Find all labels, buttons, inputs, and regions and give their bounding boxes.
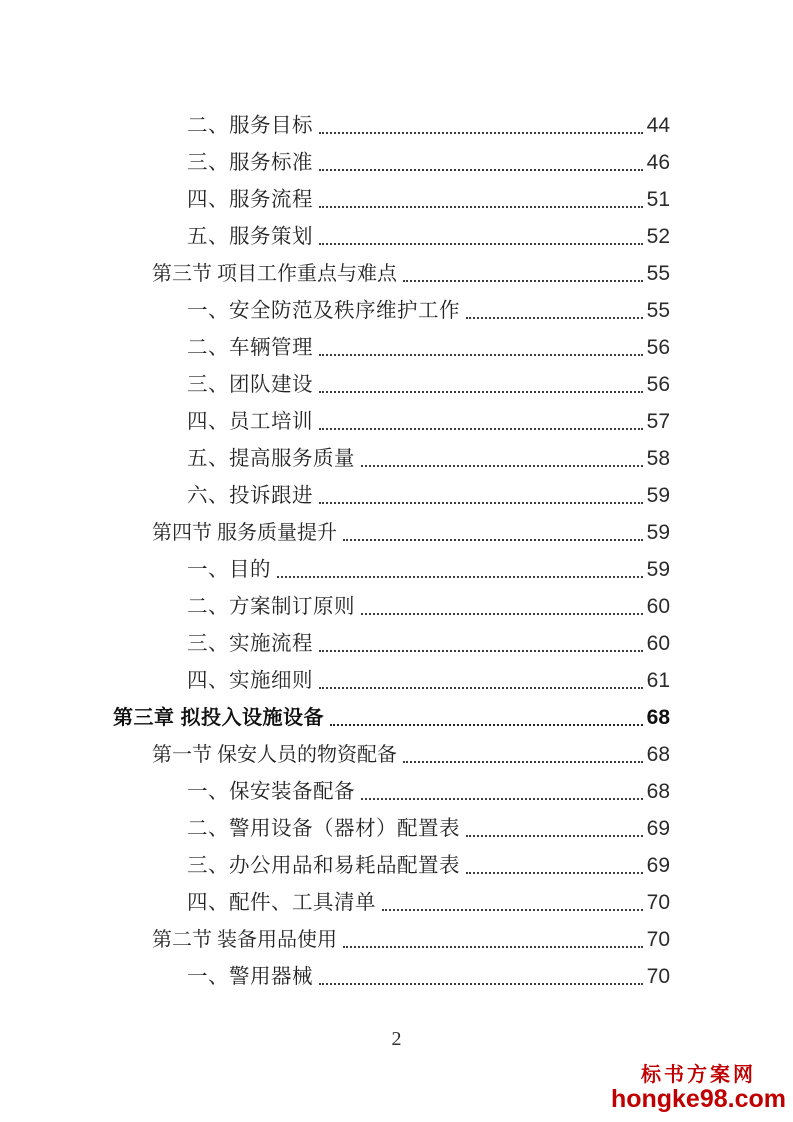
toc-entry-page-number: 69: [646, 817, 670, 840]
toc-entry-label: 第一节 保安人员的物资配备: [152, 744, 397, 766]
toc-entry-page-number: 56: [646, 336, 670, 359]
toc-entry[interactable]: [0, 327, 670, 364]
toc-entry-page-number: 70: [646, 965, 670, 988]
toc-entry-label: 三、服务标准: [187, 152, 313, 174]
toc-entry-page-number: 68: [646, 706, 670, 729]
toc-entry[interactable]: [0, 623, 670, 660]
toc-entry-label: 第四节 服务质量提升: [152, 522, 337, 544]
toc-entry-page-number: 59: [646, 484, 670, 507]
toc-entry[interactable]: [0, 475, 670, 512]
dot-leader: [319, 983, 643, 985]
toc-entry[interactable]: [0, 956, 670, 993]
toc-entry-page-number: 68: [646, 743, 670, 766]
toc-entry-page-number: 52: [646, 225, 670, 248]
dot-leader: [319, 354, 643, 356]
dot-leader: [319, 687, 643, 689]
toc-entry[interactable]: [0, 808, 670, 845]
toc-entry[interactable]: [0, 586, 670, 623]
toc-entry[interactable]: [0, 253, 670, 290]
toc-entry-page-number: 61: [646, 669, 670, 692]
watermark: [611, 1065, 786, 1112]
dot-leader: [319, 650, 643, 652]
toc-entry-label: 二、方案制订原则: [187, 596, 355, 618]
toc-entry[interactable]: [0, 919, 670, 956]
dot-leader: [403, 280, 643, 282]
dot-leader: [319, 206, 643, 208]
toc-entry-label: 二、车辆管理: [187, 337, 313, 359]
dot-leader: [319, 428, 643, 430]
toc-entry-label: 五、服务策划: [187, 226, 313, 248]
dot-leader: [403, 761, 643, 763]
toc-entry-page-number: 60: [646, 632, 670, 655]
dot-leader: [343, 946, 643, 948]
dot-leader: [319, 132, 643, 134]
toc-entry-page-number: 44: [646, 114, 670, 137]
dot-leader: [361, 465, 643, 467]
toc-entry[interactable]: [0, 401, 670, 438]
toc-entry-label: 第三章 拟投入设施设备: [113, 707, 325, 729]
toc-entry-label: 二、警用设备（器材）配置表: [187, 818, 460, 840]
toc-entry-label: 一、目的: [187, 559, 271, 581]
toc-entry-page-number: 55: [646, 262, 670, 285]
dot-leader: [361, 613, 643, 615]
toc-entry-label: 一、警用器械: [187, 966, 313, 988]
page-footer-number: 2: [391, 1028, 402, 1050]
toc-entry-label: 三、办公用品和易耗品配置表: [187, 855, 460, 877]
toc-entry[interactable]: [0, 771, 670, 808]
dot-leader: [466, 835, 643, 837]
dot-leader: [319, 502, 643, 504]
toc-entry-page-number: 57: [646, 410, 670, 433]
toc-entry[interactable]: [0, 549, 670, 586]
dot-leader: [343, 539, 643, 541]
toc-entry-page-number: 69: [646, 854, 670, 877]
toc-entry-page-number: 60: [646, 595, 670, 618]
watermark-site-name: 标书方案网: [640, 1063, 756, 1086]
toc-entry-page-number: 68: [646, 780, 670, 803]
toc-entry[interactable]: [0, 364, 670, 401]
toc-entry-label: 四、服务流程: [187, 189, 313, 211]
toc-entry[interactable]: [0, 660, 670, 697]
toc-entry-page-number: 59: [646, 558, 670, 581]
toc-entry-label: 六、投诉跟进: [187, 485, 313, 507]
toc-entry-page-number: 55: [646, 299, 670, 322]
toc-entry-label: 第三节 项目工作重点与难点: [152, 263, 397, 285]
table-of-contents: [0, 105, 670, 993]
toc-entry-page-number: 58: [646, 447, 670, 470]
dot-leader: [319, 391, 643, 393]
toc-entry-label: 一、安全防范及秩序维护工作: [187, 300, 460, 322]
dot-leader: [319, 169, 643, 171]
dot-leader: [466, 872, 643, 874]
toc-entry-page-number: 59: [646, 521, 670, 544]
toc-entry-label: 四、员工培训: [187, 411, 313, 433]
toc-entry[interactable]: [0, 882, 670, 919]
dot-leader: [277, 576, 643, 578]
toc-entry-label: 一、保安装备配备: [187, 781, 355, 803]
toc-entry[interactable]: [0, 179, 670, 216]
toc-entry-page-number: 56: [646, 373, 670, 396]
dot-leader: [330, 724, 643, 726]
toc-entry[interactable]: [0, 142, 670, 179]
toc-entry-page-number: 46: [646, 151, 670, 174]
toc-entry[interactable]: [0, 438, 670, 475]
toc-entry[interactable]: [0, 105, 670, 142]
toc-entry-page-number: 70: [646, 928, 670, 951]
toc-entry-label: 五、提高服务质量: [187, 448, 355, 470]
dot-leader: [319, 243, 643, 245]
toc-entry[interactable]: [0, 512, 670, 549]
toc-entry[interactable]: [0, 845, 670, 882]
toc-entry[interactable]: [0, 290, 670, 327]
dot-leader: [361, 798, 643, 800]
dot-leader: [466, 317, 643, 319]
toc-entry-label: 第二节 装备用品使用: [152, 929, 337, 951]
toc-entry-page-number: 70: [646, 891, 670, 914]
toc-entry-label: 三、实施流程: [187, 633, 313, 655]
toc-entry-label: 二、服务目标: [187, 115, 313, 137]
toc-entry-label: 三、团队建设: [187, 374, 313, 396]
toc-entry[interactable]: [0, 697, 670, 734]
toc-entry-page-number: 51: [646, 188, 670, 211]
toc-entry[interactable]: [0, 734, 670, 771]
toc-entry-label: 四、实施细则: [187, 670, 313, 692]
toc-entry[interactable]: [0, 216, 670, 253]
toc-entry-label: 四、配件、工具清单: [187, 892, 376, 914]
watermark-site-url: hongke98.com: [610, 1084, 786, 1113]
dot-leader: [382, 909, 643, 911]
